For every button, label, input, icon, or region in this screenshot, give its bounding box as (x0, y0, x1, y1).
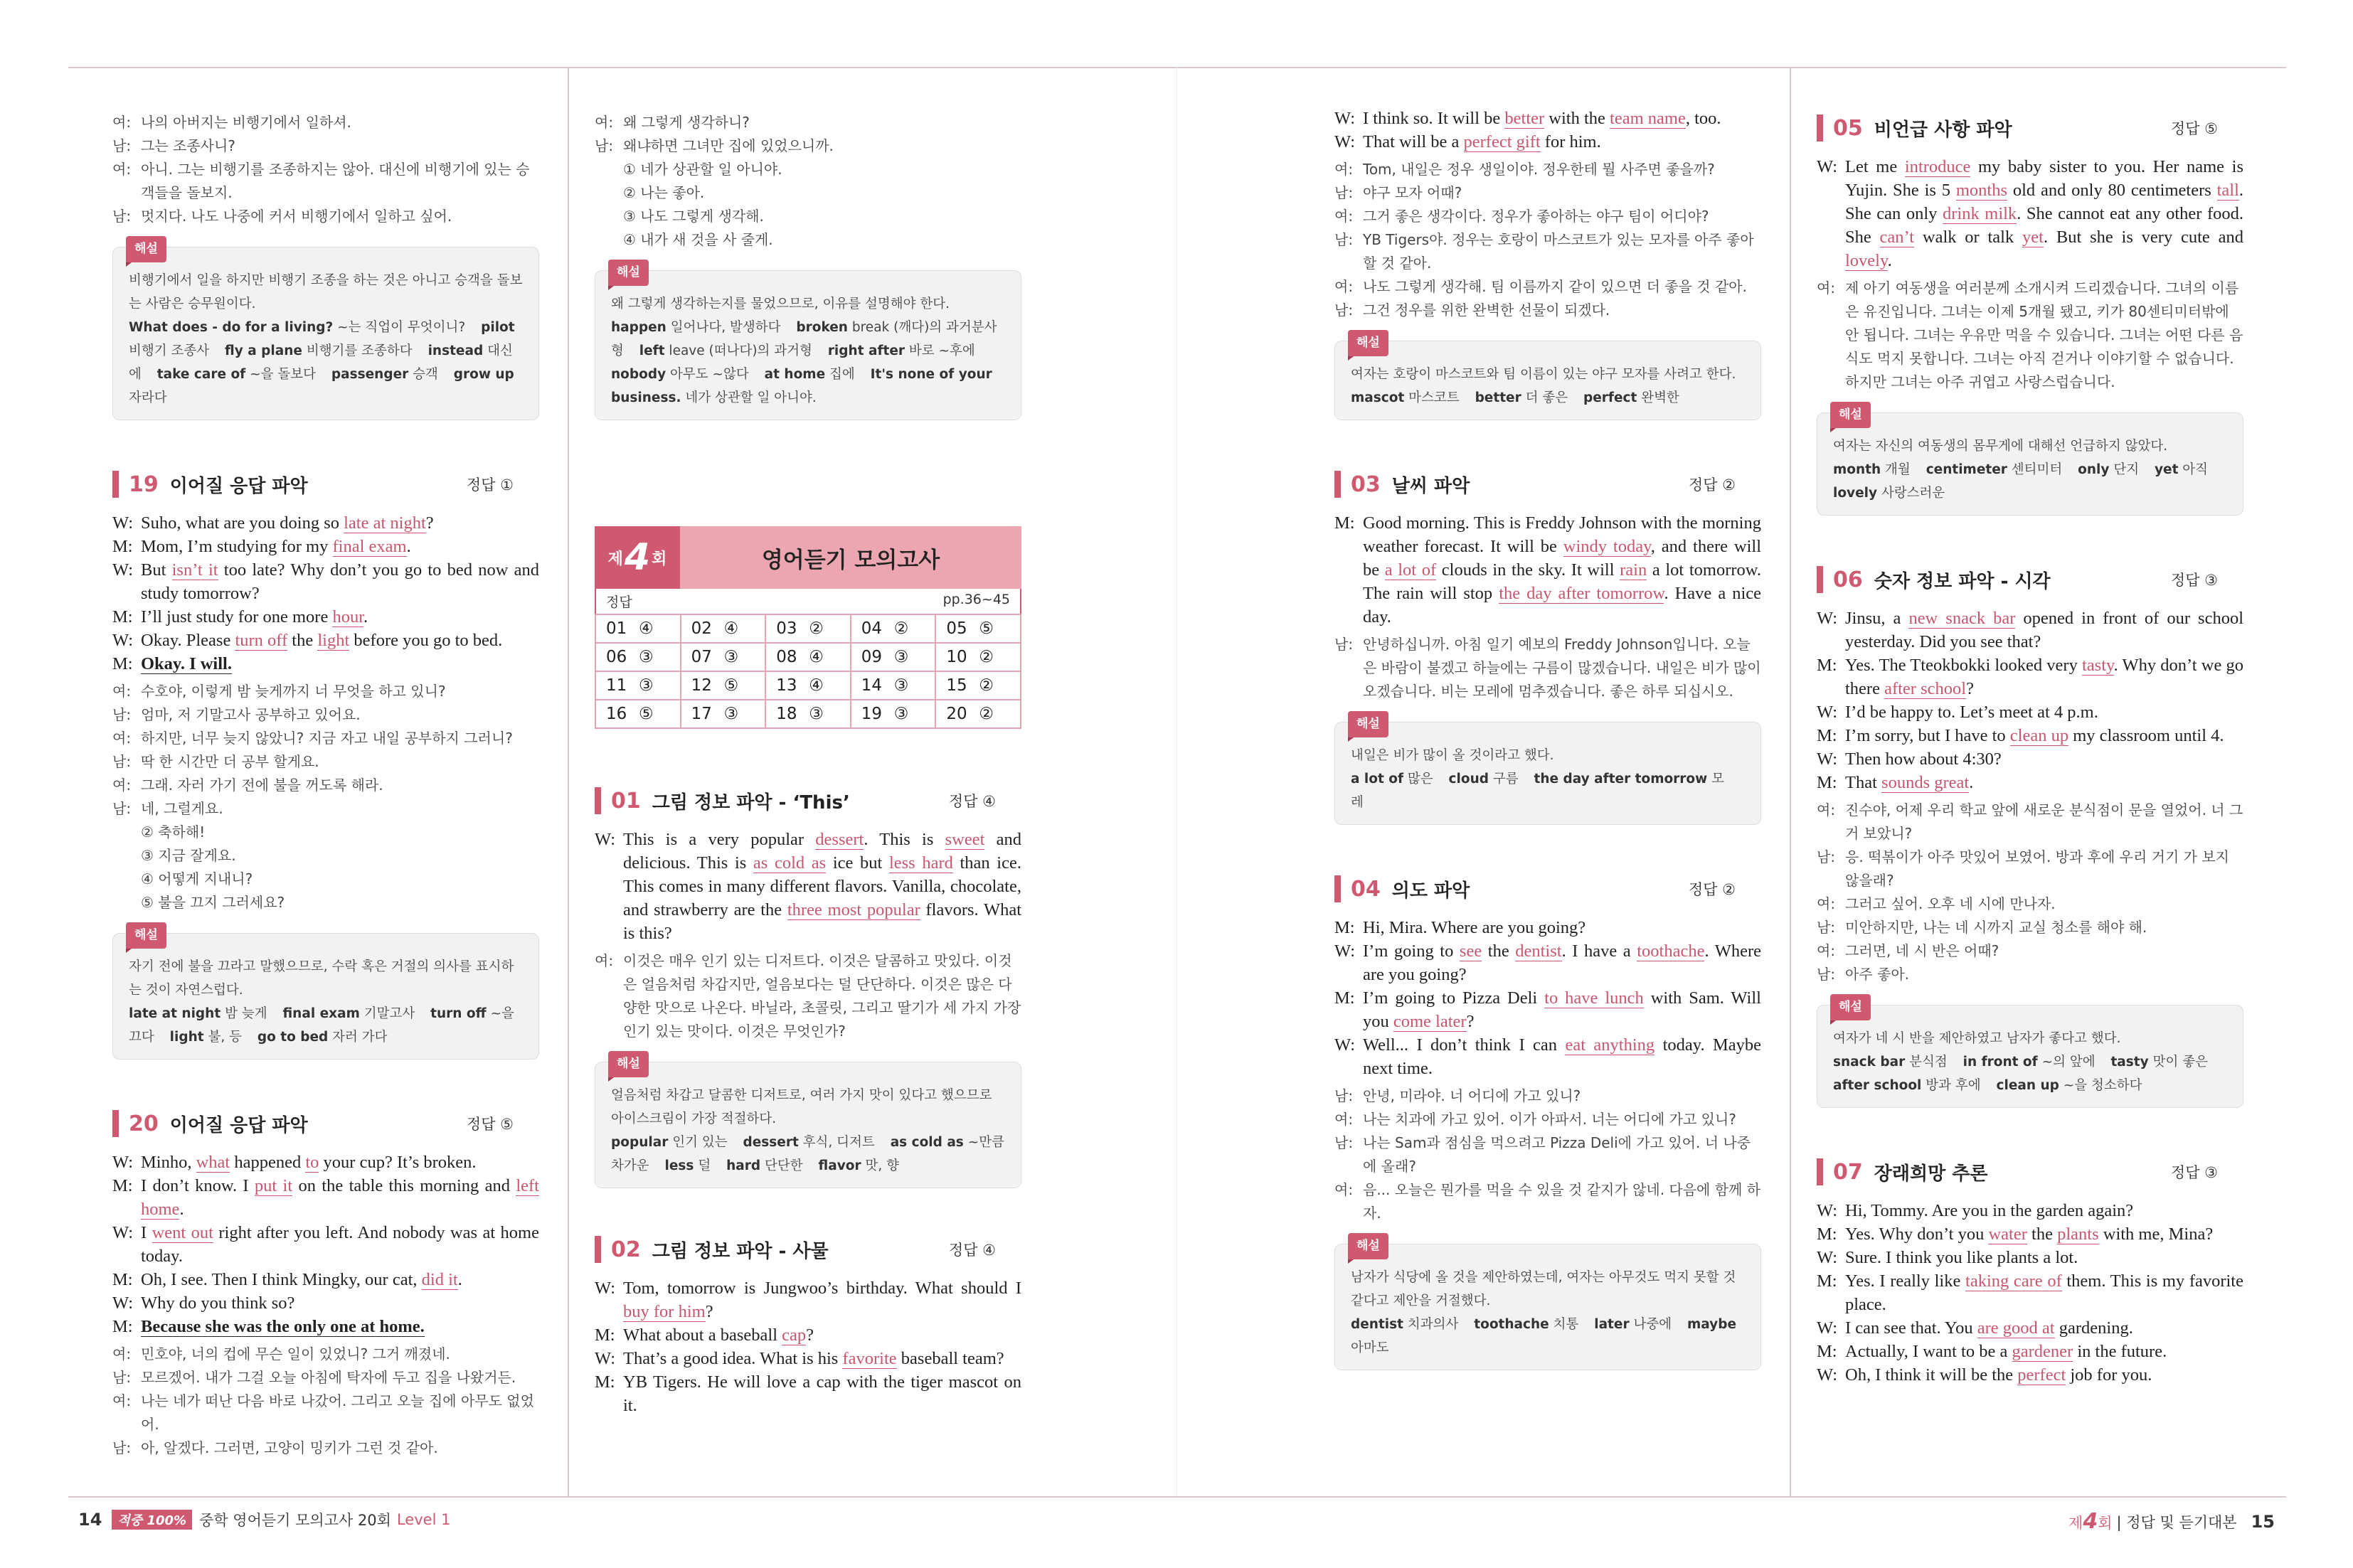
dialogue-line: 남: 미안하지만, 나는 네 시까지 교실 청소를 해야 해. (1817, 919, 2147, 936)
dialogue-kr (1817, 799, 2243, 986)
dialogue-line: 남: 응. 떡볶이가 아주 맛있어 보였어. 방과 후에 우리 거기 가 보지 않을래? (1817, 848, 2229, 889)
answer-label: 정답 ⑤ (466, 1116, 514, 1133)
vocab-item: grow up 자라다 (129, 367, 514, 405)
dialogue-line: 여: 나는 네가 떠난 다음 바로 나갔어. 그리고 오늘 집에 아무도 없었어. (112, 1392, 534, 1433)
dialogue-en: W: Tom, tomorrow is Jungwoo’s birthday. What should I buy for him? M: What about a baseball cap? W: That’s a good idea. What is his favorite baseball team? M: YB Tigers. He will love a cap with the tiger mascot on it. (595, 1279, 1021, 1415)
explanation-text: 자기 전에 불을 끄라고 말했으므로, 수락 혹은 거절의 의사를 표시하는 것이 자연스럽다. (129, 959, 514, 998)
dialogue-line: 여: 그러면, 네 시 반은 어때? (1817, 942, 1999, 959)
answer-cell: 17 ③ (681, 700, 766, 728)
answer-key-box (595, 526, 1021, 729)
dialogue-line: 여: 나의 아버지는 비행기에서 일하셔. (112, 114, 351, 131)
answer-cell: 05 ⑤ (935, 614, 1021, 643)
answer-cell: 13 ④ (765, 671, 851, 700)
question-number: 20 (129, 1111, 159, 1136)
explanation-text: 여자는 호랑이 마스코트와 팀 이름이 있는 야구 모자를 사려고 한다. (1351, 367, 1736, 382)
vocab-item: cloud 구름 (1448, 772, 1519, 786)
vocab-item: later 나중에 (1594, 1317, 1672, 1332)
dialogue-line: 남: 멋지다. 나도 나중에 커서 비행기에서 일하고 싶어. (112, 208, 452, 225)
question-number: 05 (1833, 115, 1863, 141)
question-type: 비언급 사항 파악 (1874, 119, 2012, 141)
center-rule-right (1790, 67, 1791, 1496)
explanation-tag: 해설 (608, 260, 649, 286)
vocab-item: fly a plane 비행기를 조종하다 (225, 343, 413, 358)
dialogue-en: W: Let me introduce my baby sister to you. Her name is Yujin. She is 5 months old and only 80 centimeters tall. She can only drink milk. She cannot eat any other food. She can’t walk or talk yet. But she is very cute and lovely. (1817, 157, 2244, 270)
dialogue-line: 남: 아주 좋아. (1817, 966, 1909, 983)
answer-label: 정답 ③ (2170, 572, 2218, 589)
center-rule-left (568, 67, 569, 1496)
vocab-item: popular 인기 있는 (611, 1135, 728, 1150)
vocab-item: late at night 밤 늦게 (129, 1006, 267, 1021)
series-badge: 적중 100% (112, 1510, 192, 1530)
question-number: 01 (611, 788, 641, 814)
vocab-list (1833, 1050, 2227, 1097)
dialogue-en: W: Jinsu, a new snack bar opened in front of our school yesterday. Did you see that? M: Yes. The Tteokbokki looked very tasty. Why don’t we go there after school? W: I’d be happy to. Let’s meet at 4 p.m. M: I’m sorry, but I have to clean up my classroom until 4. W: Then how about 4:30? M: That sounds great. (1817, 609, 2243, 792)
answer-label: 정답 ④ (948, 793, 996, 810)
dialogue-line: 남: 야구 모자 어때? (1334, 184, 1462, 201)
answer-row (595, 643, 1021, 671)
dialogue-line: ④ 어떻게 지내니? (141, 870, 253, 887)
dialogue-line: 남: 왜냐하면 그녀만 집에 있었으니까. (595, 137, 834, 154)
question-header-20 (112, 1109, 539, 1138)
explanation-box (1817, 407, 2243, 516)
vocab-item: tasty 맛이 좋은 (2110, 1055, 2208, 1070)
explanation-text: 남자가 식당에 올 것을 제안하였는데, 여자는 아무것도 먹지 못할 것 같다고 제안을 거절했다. (1351, 1270, 1736, 1308)
vocab-item: toothache 치통 (1474, 1317, 1579, 1332)
explanation-box (112, 928, 539, 1060)
question-type: 숫자 정보 파악 - 시각 (1874, 570, 2051, 592)
vocab-item: at home 집에 (764, 367, 855, 382)
answer-label: 정답 ③ (2170, 1164, 2218, 1181)
answer-cell: 14 ③ (851, 671, 936, 700)
answer-row (595, 614, 1021, 643)
explanation-box (1817, 1000, 2243, 1108)
question-type: 그림 정보 파악 - 사물 (652, 1240, 829, 1262)
explanation-box (595, 1057, 1021, 1188)
answer-label: 정답 ① (466, 476, 514, 494)
footer-right (2068, 1509, 2275, 1534)
top-rule (68, 67, 2286, 68)
dialogue-line: 남: 모르겠어. 내가 그걸 오늘 아침에 탁자에 두고 집을 나왔거든. (112, 1369, 516, 1386)
dialogue-en: W: This is a very popular dessert. This is sweet and delicious. This is as cold as ice but less hard than ice. This comes in many different flavors. Vanilla, chocolate, and strawberry are the three most popular flavors. What is this? (595, 830, 1021, 943)
vocab-item: left leave (떠나다)의 과거형 (639, 343, 812, 358)
explanation-text: 여자가 네 시 반을 제안하였고 남자가 좋다고 했다. (1833, 1031, 2121, 1046)
vocab-item: happen 일어나다, 발생하다 (611, 320, 781, 335)
vocab-item: go to bed 자러 가다 (257, 1030, 388, 1045)
dialogue-line: 여: 이것은 매우 인기 있는 디저트다. 이것은 달콤하고 맛있다. 이것은 얼음처럼 차갑지만, 얼음보다는 덜 단단하다. 이것은 많은 다양한 맛으로 나온다. 바닐라, 초콜릿, 그리고 딸기가 세 가지 가장 인기 있는 맛이다. 이것은 무엇인가? (595, 952, 1021, 1040)
explanation-tag: 해설 (1348, 1233, 1388, 1259)
vocab-item: final exam 기말고사 (282, 1006, 415, 1021)
column-3 (1334, 107, 1761, 1370)
vocab-item: broken break (깨다)의 과거분사형 (611, 320, 997, 358)
dialogue-line: 남: 안녕하십니까. 아침 일기 예보의 Freddy Johnson입니다. 오늘은 바람이 불겠고 하늘에는 구름이 많겠습니다. 내일은 비가 많이 오겠습니다. 비는 모레에 멈추겠습니다. 좋은 하루 되십시오. (1334, 636, 1761, 700)
dialogue-line: 여: 음... 오늘은 뭔가를 먹을 수 있을 것 같지가 않네. 다음에 함께 하자. (1334, 1181, 1761, 1222)
question-number: 02 (611, 1237, 641, 1262)
answer-cell: 07 ③ (681, 643, 766, 671)
dialogue-line: 여: 그거 좋은 생각이다. 정우가 좋아하는 야구 팀이 어디야? (1334, 208, 1709, 225)
dialogue-line: ④ 내가 새 것을 사 줄게. (623, 231, 773, 248)
dialogue-line: ⑤ 불을 끄지 그러세요? (141, 894, 285, 911)
level-label: Level 1 (396, 1511, 451, 1528)
answer-key-label: 정답 (606, 594, 632, 610)
page-range: pp.36~45 (942, 592, 1010, 607)
question-number: 03 (1351, 471, 1381, 497)
answer-cell: 20 ② (935, 700, 1021, 728)
question-header-06 (1817, 565, 2243, 594)
explanation-tag: 해설 (1348, 330, 1388, 356)
answer-cell: 09 ③ (851, 643, 936, 671)
vocab-list (611, 316, 1005, 410)
question-type: 이어질 응답 파악 (169, 475, 308, 497)
question-type: 장래희망 추론 (1874, 1163, 1988, 1185)
vocab-item: a lot of 많은 (1351, 772, 1433, 786)
section-title: | 정답 및 듣기대본 (2116, 1513, 2237, 1531)
question-type: 그림 정보 파악 - ‘This’ (652, 791, 850, 814)
column-2-lower (595, 786, 1021, 1417)
vocab-item: dessert 후식, 디저트 (743, 1135, 875, 1150)
question-header-01 (595, 786, 1021, 815)
test-number-badge: 제 4 회 (595, 526, 680, 589)
question-header-19 (112, 470, 539, 498)
question-number: 07 (1833, 1159, 1863, 1185)
dialogue-line: 남: 딱 한 시간만 더 공부 할게요. (112, 753, 319, 770)
answer-cell: 10 ② (935, 643, 1021, 671)
question-type: 의도 파악 (1391, 880, 1470, 902)
vocab-item: the day after tomorrow 모레 (1351, 772, 1724, 810)
answer-cell: 01 ④ (595, 614, 681, 643)
vocab-item: turn off ~을 끄다 (129, 1006, 514, 1045)
page-number: 14 (78, 1510, 102, 1530)
answer-row (595, 671, 1021, 700)
answer-cell: 19 ③ (851, 700, 936, 728)
vocab-list (1351, 767, 1745, 814)
question-number: 19 (129, 471, 159, 497)
vocab-list (1833, 458, 2227, 505)
answer-cell: 12 ⑤ (681, 671, 766, 700)
vocab-list (1351, 1313, 1745, 1360)
answer-label: 정답 ② (1688, 881, 1736, 898)
vocab-item: passenger 승객 (331, 367, 438, 382)
dialogue-line: 여: 왜 그렇게 생각하니? (595, 114, 750, 131)
question-header-07 (1817, 1158, 2243, 1186)
dialogue-line: 여: 진수야, 어제 우리 학교 앞에 새로운 분식점이 문을 열었어. 너 그거 보았니? (1817, 801, 2243, 842)
dialogue-en: W: I think so. It will be better with the team name, too. W: That will be a perfect gift for him. (1334, 109, 1721, 151)
vocab-item: It's none of your business. 네가 상관할 일 아니야. (611, 367, 992, 405)
dialogue-kr (112, 680, 539, 914)
vocab-item: take care of ~을 돌보다 (156, 367, 316, 382)
vocab-item: maybe 아마도 (1351, 1317, 1737, 1355)
explanation-text: 왜 그렇게 생각하는지를 물었으므로, 이유를 설명해야 한다. (611, 297, 950, 311)
explanation-text: 내일은 비가 많이 올 것이라고 했다. (1351, 748, 1554, 763)
explanation-text: 비행기에서 일을 하지만 비행기 조종을 하는 것은 아니고 승객을 돌보는 사람은 승무원이다. (129, 273, 523, 311)
question-number: 06 (1833, 567, 1863, 592)
dialogue-line: 남: 네, 그럴게요. (112, 800, 223, 817)
vocab-item: hard 단단한 (726, 1158, 803, 1173)
dialogue-line: ③ 나도 그렇게 생각해. (623, 208, 764, 225)
question-type: 날씨 파악 (1391, 475, 1470, 497)
dialogue-en: W: Minho, what happened to your cup? It’s broken. M: I don’t know. I put it on the table this morning and left home. W: I went out right after you left. And nobody was at home today. M: Oh, I see. Then I think Mingky, our cat, did it. W: Why do you think so? M: Because she was the only one at home. (112, 1153, 539, 1336)
test-label: 제4회 (2068, 1509, 2113, 1534)
dialogue-line: 여: 아니. 그는 비행기를 조종하지는 않아. 대신에 비행기에 있는 승객들을 돌보지. (112, 161, 530, 201)
dialogue-line: 여: Tom, 내일은 정우 생일이야. 정우한테 뭘 사주면 좋을까? (1334, 161, 1715, 178)
explanation-text: 얼음처럼 차갑고 달콤한 디저트로, 여러 가지 맛이 있다고 했으므로 아이스크림이 가장 적절하다. (611, 1088, 992, 1126)
explanation-tag: 해설 (1830, 402, 1871, 428)
book-title: 중학 영어듣기 모의고사 20회 (199, 1512, 391, 1529)
explanation-tag: 해설 (126, 922, 166, 949)
vocab-item: flavor 맛, 향 (818, 1158, 899, 1173)
dialogue-line: ① 네가 상관할 일 아니야. (623, 161, 782, 178)
explanation-box (1334, 336, 1761, 420)
vocab-item: snack bar 분식점 (1833, 1055, 1948, 1070)
answer-label: 정답 ② (1688, 476, 1736, 494)
vocab-list (129, 316, 523, 410)
answer-cell: 16 ⑤ (595, 700, 681, 728)
vocab-item: pilot 비행기 조종사 (129, 320, 515, 358)
question-header-05 (1817, 114, 2243, 142)
dialogue-kr (1334, 1084, 1761, 1225)
explanation-box (112, 242, 539, 420)
dialogue-en: M: Hi, Mira. Where are you going? W: I’m going to see the dentist. I have a toothache. Where are you going? M: I’m going to Pizza Deli to have lunch with Sam. Will you come later? W: Well... I don’t think I can eat anything today. Maybe next time. (1334, 918, 1762, 1078)
bottom-rule (68, 1496, 2286, 1498)
question-header-04 (1334, 875, 1761, 903)
vocab-item: What does - do for a living? ~는 직업이 무엇이니? (129, 320, 466, 335)
vocab-item: instead 대신에 (129, 343, 513, 382)
dialogue-line: 남: 그는 조종사니? (112, 137, 235, 154)
footer-left (78, 1509, 450, 1530)
dialogue-kr (595, 949, 1021, 1043)
explanation-box (1334, 1239, 1761, 1370)
answer-label: 정답 ⑤ (2170, 120, 2218, 137)
page-number: 15 (2251, 1511, 2275, 1532)
explanation-box (595, 265, 1021, 420)
dialogue-line: ② 축하해! (141, 823, 206, 841)
dialogue-en: W: Hi, Tommy. Are you in the garden again? M: Yes. Why don’t you water the plants with me, Mina? W: Sure. I think you like plants a lot. M: Yes. I really like taking care of them. This is my favorite place. W: I can see that. You are good at gardening. M: Actually, I want to be a gardener in the future. W: Oh, I think it will be the perfect job for you. (1817, 1201, 2243, 1385)
dialogue-line: 여: 제 아기 여동생을 여러분께 소개시켜 드리겠습니다. 그녀의 이름은 유진입니다. 그녀는 이제 5개월 됐고, 키가 80센티미터밖에 안 됩니다. 그녀는 우유만 먹을 수 있습니다. 그녀는 어떤 다른 음식도 먹지 못합니다. 그녀는 아직 걷거나 이야기할 수 없습니다. 하지만 그녀는 아주 귀엽고 사랑스럽습니다. (1817, 279, 2243, 390)
explanation-text: 여자는 자신의 여동생의 몸무게에 대해선 언급하지 않았다. (1833, 439, 2168, 454)
dialogue-line: 남: 아, 알겠다. 그러면, 고양이 밍키가 그런 것 같아. (112, 1439, 438, 1456)
dialogue-en: W: Suho, what are you doing so late at night? M: Mom, I’m studying for my final exam. W: But isn’t it too late? Why don’t you go to bed now and study tomorrow? M: I’ll just study for one more hour. W: Okay. Please turn off the light before you go to bed. M: Okay. I will. (112, 513, 539, 673)
dialogue-line: ③ 지금 잘게요. (141, 847, 236, 864)
vocab-item: better 더 좋은 (1475, 390, 1568, 405)
answer-cell: 02 ④ (681, 614, 766, 643)
column-1 (112, 107, 539, 1460)
dialogue-line: 여: 민호야, 너의 컵에 무슨 일이 있었니? 그거 깨졌네. (112, 1345, 450, 1362)
test-title: 영어듣기 모의고사 (761, 547, 940, 573)
vocab-item: clean up ~을 청소하다 (1996, 1078, 2142, 1093)
vocab-item: only 단지 (2078, 462, 2140, 477)
dialogue-kr (1817, 277, 2243, 394)
vocab-item: lovely 사랑스러운 (1833, 486, 1945, 501)
dialogue-kr (112, 1343, 539, 1460)
vocab-item: after school 방과 후에 (1833, 1078, 1981, 1093)
vocab-item: yet 아직 (2154, 462, 2209, 477)
question-type: 이어질 응답 파악 (169, 1114, 308, 1136)
explanation-tag: 해설 (126, 236, 166, 262)
dialogue-line: 남: 그건 정우를 위한 완벽한 선물이 되겠다. (1334, 302, 1610, 319)
answer-cell: 04 ② (851, 614, 936, 643)
dialogue-line: 남: 나는 Sam과 점심을 먹으려고 Pizza Deli에 가고 있어. 너 나중에 올래? (1334, 1134, 1751, 1175)
column-4 (1817, 114, 2243, 1387)
vocab-item: mascot 마스코트 (1351, 390, 1460, 405)
vocab-item: right after 바로 ~후에 (827, 343, 975, 358)
vocab-item: as cold as ~만큼 차가운 (611, 1135, 1004, 1173)
dialogue-line: 여: 하지만, 너무 늦지 않았니? 지금 자고 내일 공부하지 그러니? (112, 730, 513, 747)
dialogue-line: 남: 안녕, 미라야. 너 어디에 가고 있니? (1334, 1087, 1581, 1104)
vocab-item: centimeter 센티미터 (1926, 462, 2063, 477)
dialogue-line: 여: 나도 그렇게 생각해. 팀 이름까지 같이 있으면 더 좋을 것 같아. (1334, 278, 1747, 295)
question-number: 04 (1351, 876, 1381, 902)
dialogue-kr (112, 111, 539, 228)
dialogue-kr (595, 111, 1021, 252)
explanation-box (1334, 717, 1761, 825)
dialogue-kr (1334, 158, 1761, 322)
answer-table (595, 614, 1021, 729)
dialogue-line: ② 나는 좋아. (623, 184, 705, 201)
dialogue-line: 여: 나는 치과에 가고 있어. 이가 아파서. 너는 어디에 가고 있니? (1334, 1111, 1736, 1128)
dialogue-line: 여: 그러고 싶어. 오후 네 시에 만나자. (1817, 895, 2056, 912)
vocab-item: dentist 치과의사 (1351, 1317, 1459, 1332)
explanation-tag: 해설 (608, 1051, 649, 1077)
answer-cell: 03 ② (765, 614, 851, 643)
vocab-list (611, 1131, 1005, 1178)
explanation-tag: 해설 (1830, 994, 1871, 1020)
question-header-02 (595, 1235, 1021, 1264)
dialogue-en: M: Good morning. This is Freddy Johnson with the morning weather forecast. It will be windy today, and there will be a lot of clouds in the sky. It will rain a lot tomorrow. The rain will stop the day after tomorrow. Have a nice day. (1334, 513, 1762, 626)
vocab-item: in front of ~의 앞에 (1962, 1055, 2096, 1070)
vocab-item: nobody 아무도 ~않다 (611, 367, 749, 382)
vocab-list (1351, 386, 1745, 410)
vocab-item: light 불, 등 (169, 1030, 242, 1045)
vocab-item: less 덜 (664, 1158, 711, 1173)
dialogue-line: 남: 엄마, 저 기말고사 공부하고 있어요. (112, 706, 361, 723)
vocab-list (129, 1002, 523, 1049)
column-2 (595, 107, 1021, 420)
answer-label: 정답 ④ (948, 1242, 996, 1259)
vocab-item: perfect 완벽한 (1583, 390, 1679, 405)
dialogue-kr (1334, 633, 1761, 703)
answer-cell: 11 ③ (595, 671, 681, 700)
answer-cell: 08 ④ (765, 643, 851, 671)
dialogue-line: 남: YB Tigers야. 정우는 호랑이 마스코트가 있는 모자를 아주 좋아할 것 같아. (1334, 231, 1754, 272)
center-rule-spine (1176, 67, 1177, 1496)
explanation-tag: 해설 (1348, 711, 1388, 737)
answer-cell: 06 ③ (595, 643, 681, 671)
dialogue-line: 여: 수호야, 이렇게 밤 늦게까지 너 무엇을 하고 있니? (112, 683, 446, 700)
answer-cell: 15 ② (935, 671, 1021, 700)
vocab-item: month 개월 (1833, 462, 1911, 477)
answer-row (595, 700, 1021, 728)
answer-cell: 18 ③ (765, 700, 851, 728)
dialogue-line: 여: 그래. 자러 가기 전에 불을 꺼도록 해라. (112, 777, 383, 794)
question-header-03 (1334, 470, 1761, 498)
